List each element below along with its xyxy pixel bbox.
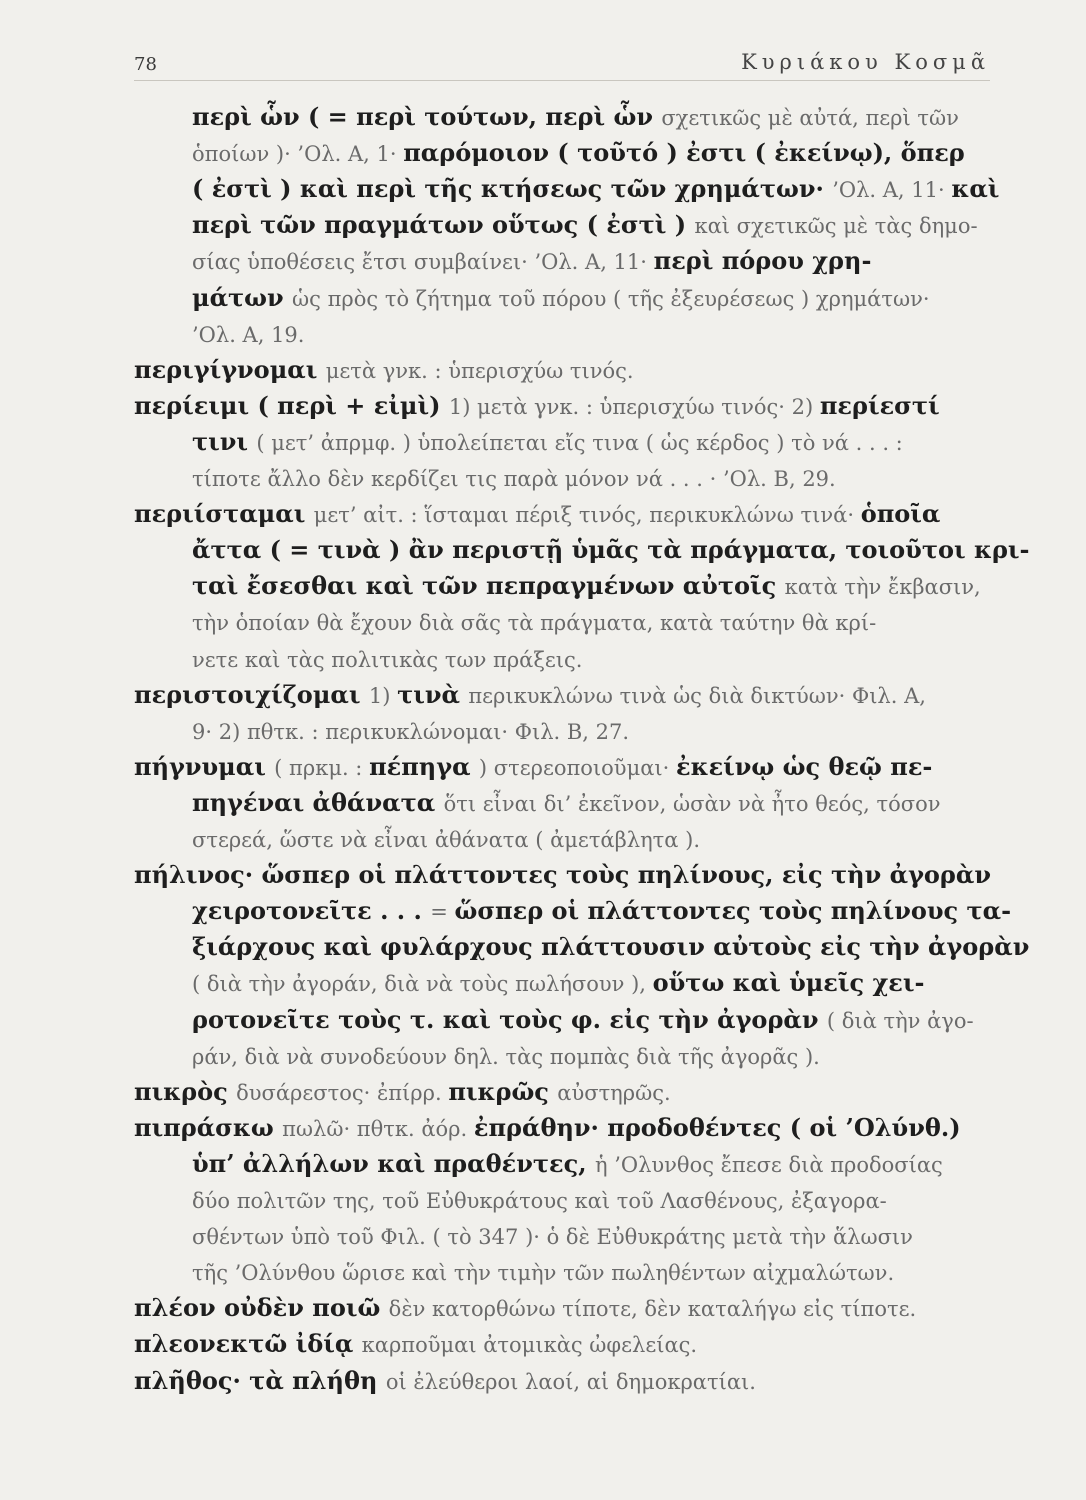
- entry-continuation-line: [192, 281, 930, 316]
- header-rule: [134, 80, 990, 81]
- gloss-text: ( διὰ τὴν ἀγο-: [826, 1008, 974, 1033]
- gloss-text: πωλῶ· πθτκ. ἀόρ.: [282, 1116, 474, 1141]
- gloss-text: ὡς πρὸς τὸ ζήτημα τοῦ πόρου ( τῆς ἐξευρέσεως ) χρημάτων·: [292, 286, 930, 311]
- entry-headword-line: [134, 1364, 756, 1399]
- entry-headword-line: [134, 1075, 671, 1110]
- bold-term: πλῆθος· τὰ πλήθη: [134, 1365, 386, 1395]
- entry-continuation-line: [192, 605, 876, 640]
- bold-term: περὶ πόρου χρη-: [653, 246, 872, 276]
- entry-continuation-line: [192, 208, 978, 243]
- entry-continuation-line: [192, 894, 1011, 929]
- gloss-text: σχετικῶς μὲ αὐτά, περὶ τῶν: [661, 106, 959, 130]
- entry-continuation-line: [192, 244, 871, 279]
- entry-continuation-line: [192, 822, 700, 857]
- bold-term: περιστοιχίζομαι: [134, 679, 369, 709]
- bold-term: οὕτω καὶ ὑμεῖς χει-: [652, 968, 925, 998]
- bold-term: παρόμοιον ( τοῦτό ) ἐστι ( ἐκείνῳ), ὅπερ: [403, 138, 965, 168]
- gloss-text: ’Ολ. Α, 11·: [832, 178, 952, 203]
- gloss-text: ὁποίων )· ’Ολ. Α, 1·: [192, 142, 404, 167]
- entry-headword-line: [134, 389, 940, 424]
- entry-continuation-line: [192, 136, 965, 171]
- entry-headword-line: [134, 497, 940, 532]
- entry-headword-line: [134, 678, 926, 713]
- entry-headword-line: [134, 858, 991, 892]
- gloss-text: ὅτι εἶναι δι’ ἐκεῖνον, ὡσὰν νὰ ἦτο θεός, τόσον: [443, 791, 941, 816]
- bold-term: ἐκείνῳ ὡς θεῷ πε-: [675, 751, 933, 781]
- bold-term: πήγνυμαι: [134, 751, 275, 781]
- bold-term: πέπηγα: [369, 751, 479, 781]
- bold-term: καὶ: [951, 174, 1000, 204]
- page-number: 78: [134, 54, 157, 75]
- entry-continuation-line: [192, 461, 836, 496]
- entry-continuation-line: [192, 786, 940, 821]
- bold-term: μάτων: [192, 282, 293, 312]
- bold-term: ὥσπερ οἱ πλάττοντες τοὺς πηλίνους τα-: [454, 896, 1012, 926]
- entry-headword-line: [134, 750, 932, 785]
- entry-continuation-line: [192, 1039, 820, 1074]
- bold-term: χειροτονεῖτε . . .: [192, 896, 431, 926]
- gloss-text: δυσάρεστος· ἐπίρρ.: [236, 1080, 449, 1105]
- gloss-text: στερεά, ὥστε νὰ εἶναι ἀθάνατα ( ἀμετάβλητα ).: [192, 828, 700, 852]
- gloss-text: ράν, διὰ νὰ συνοδεύουν δηλ. τὰς πομπὰς διὰ τῆς ἀγορᾶς ).: [192, 1044, 820, 1069]
- bold-term: περὶ τῶν πραγμάτων οὕτως ( ἐστὶ ): [192, 210, 695, 240]
- bold-term: πιπράσκω: [134, 1112, 283, 1142]
- entry-continuation-line: [192, 317, 304, 352]
- entry-continuation-line: [192, 966, 924, 1001]
- bold-term: τινὰ: [397, 679, 469, 709]
- entry-continuation-line: [192, 100, 959, 135]
- entry-continuation-line: [192, 172, 999, 207]
- gloss-text: ( μετ’ ἀπρμφ. ) ὑπολείπεται εἴς τινα ( ὡς κέρδος ) τὸ νά . . . :: [256, 430, 903, 455]
- gloss-text: οἱ ἐλεύθεροι λαοί, αἱ δημοκρατίαι.: [385, 1369, 756, 1394]
- page-header: [134, 44, 990, 74]
- entry-headword-line: [134, 353, 634, 388]
- bold-term: ἐπράθην· προδοθέντες ( οἱ ’Ολύνθ.): [473, 1112, 961, 1142]
- entry-continuation-line: [192, 642, 582, 677]
- running-head: Κυριάκου Κοσμᾶ: [741, 50, 990, 74]
- bold-term: περὶ ὧν ( = περὶ τούτων, περὶ ὧν: [192, 102, 662, 131]
- entry-continuation-line: [192, 533, 1029, 567]
- gloss-text: τῆς ’Ολύνθου ὥρισε καὶ τὴν τιμὴν τῶν πωληθέντων αἰχμαλώτων.: [192, 1261, 895, 1286]
- gloss-text: μετ’ αἰτ. : ἵσταμαι πέριξ τινός, περικυκλώνω τινά·: [313, 503, 861, 528]
- bold-term: περίειμι ( περὶ + εἰμὶ): [134, 390, 449, 420]
- entry-continuation-line: [192, 1255, 894, 1290]
- bold-term: πήλινος· ὥσπερ οἱ πλάττοντες τοὺς πηλίνους, εἰς τὴν ἀγορὰν: [134, 860, 992, 890]
- bold-term: πλέον οὐδὲν ποιῶ: [134, 1293, 389, 1323]
- entry-continuation-line: [192, 1003, 974, 1038]
- entry-headword-line: [134, 1111, 961, 1146]
- bold-term: ὑπ’ ἀλλήλων καὶ πραθέντες,: [192, 1148, 595, 1178]
- bold-term: περίεστί: [819, 390, 940, 420]
- entry-continuation-line: [192, 1183, 887, 1218]
- gloss-text: 9· 2) πθτκ. : περικυκλώνομαι· Φιλ. Β, 27.: [192, 719, 630, 744]
- gloss-text: αὐστηρῶς.: [557, 1080, 671, 1105]
- gloss-text: ’Ολ. Α, 19.: [192, 322, 305, 347]
- bold-term: πικρὸς: [134, 1076, 237, 1106]
- bold-term: περιίσταμαι: [134, 499, 314, 529]
- gloss-text: 1) μετὰ γνκ. : ὑπερισχύω τινός· 2): [448, 394, 820, 419]
- gloss-text: ) στερεοποιοῦμαι·: [478, 755, 676, 780]
- gloss-text: περικυκλώνω τινὰ ὡς διὰ δικτύων· Φιλ. Α,: [468, 683, 926, 708]
- gloss-text: δύο πολιτῶν της, τοῦ Εὐθυκράτους καὶ τοῦ Λασθένους, ἐξαγορα-: [192, 1189, 887, 1213]
- entry-continuation-line: [192, 714, 629, 749]
- entry-continuation-line: [192, 1219, 913, 1254]
- gloss-text: 1): [368, 683, 398, 708]
- bold-term: ὁποῖα: [860, 499, 941, 529]
- bold-term: ἄττα ( = τινὰ ) ἂν περιστῇ ὑμᾶς τὰ πράγματα, τοιοῦτοι κρι-: [192, 535, 1030, 565]
- gloss-text: =: [430, 900, 455, 925]
- gloss-text: νετε καὶ τὰς πολιτικὰς των πράξεις.: [192, 647, 583, 672]
- gloss-text: σθέντων ὑπὸ τοῦ Φιλ. ( τὸ 347 )· ὁ δὲ Εὐθυκράτης μετὰ τὴν ἅλωσιν: [192, 1225, 913, 1250]
- gloss-text: ἡ ’Ολυνθος ἔπεσε διὰ προδοσίας: [594, 1152, 943, 1177]
- bold-term: πλεονεκτῶ ἰδίᾳ: [134, 1329, 362, 1359]
- bold-term: ξιάρχους καὶ φυλάρχους πλάττουσιν αὐτοὺς εἰς τὴν ἀγορὰν: [192, 932, 1030, 962]
- gloss-text: δὲν κατορθώνω τίποτε, δὲν καταλήγω εἰς τίποτε.: [388, 1297, 917, 1322]
- entry-headword-line: [134, 1327, 697, 1362]
- entry-headword-line: [134, 1291, 916, 1326]
- bold-term: πικρῶς: [448, 1076, 558, 1106]
- gloss-text: μετὰ γνκ. : ὑπερισχύω τινός.: [325, 358, 634, 383]
- gloss-text: καρποῦμαι ἀτομικὰς ὠφελείας.: [361, 1333, 698, 1358]
- bold-term: ( ἐστὶ ) καὶ περὶ τῆς κτήσεως τῶν χρημάτων·: [192, 174, 833, 204]
- bold-term: ροτονεῖτε τοὺς τ. καὶ τοὺς φ. εἰς τὴν ἀγορὰν: [192, 1004, 827, 1034]
- entry-continuation-line: [192, 569, 981, 604]
- bold-term: περιγίγνομαι: [134, 354, 326, 384]
- gloss-text: ( διὰ τὴν ἀγοράν, διὰ νὰ τοὺς πωλήσουν ),: [192, 972, 653, 997]
- bold-term: ταὶ ἔσεσθαι καὶ τῶν πεπραγμένων αὐτοῖς: [192, 571, 785, 601]
- entry-continuation-line: [192, 425, 903, 460]
- bold-term: πηγέναι ἀθάνατα: [192, 787, 444, 817]
- gloss-text: ( πρκμ. :: [274, 755, 370, 780]
- gloss-text: σίας ὑποθέσεις ἔτσι συμβαίνει· ’Ολ. Α, 11·: [192, 250, 654, 275]
- gloss-text: τίποτε ἄλλο δὲν κερδίζει τις παρὰ μόνον νά . . . · ’Ολ. Β, 29.: [192, 467, 836, 491]
- entry-continuation-line: [192, 1147, 943, 1182]
- bold-term: τινι: [192, 426, 257, 456]
- gloss-text: κατὰ τὴν ἔκβασιν,: [784, 575, 981, 600]
- gloss-text: καὶ σχετικῶς μὲ τὰς δημο-: [694, 214, 978, 239]
- entry-continuation-line: [192, 930, 1029, 964]
- gloss-text: τὴν ὁποίαν θὰ ἔχουν διὰ σᾶς τὰ πράγματα, κατὰ ταύτην θὰ κρί-: [192, 611, 877, 636]
